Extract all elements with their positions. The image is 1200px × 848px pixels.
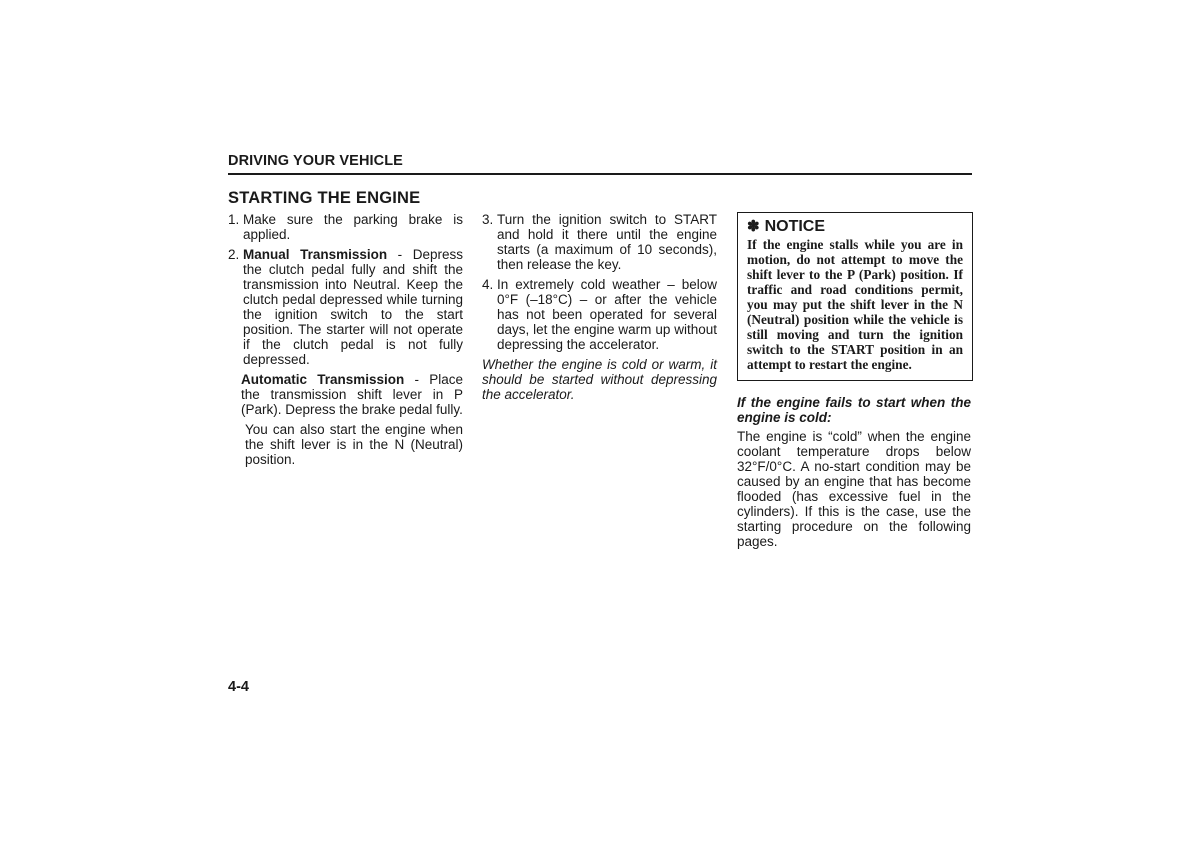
list-text: In extremely cold weather – below 0°F (–18°C) – or after the vehicle has not been operated for several days, let the engine warm up without depressing the accelerator. — [497, 277, 717, 352]
list-number: 2. — [228, 247, 240, 262]
list-number: 4. — [482, 277, 494, 292]
notice-asterisk-icon: ✽ — [747, 218, 760, 235]
list-text — [243, 247, 463, 367]
automatic-transmission-paragraph — [241, 372, 463, 417]
notice-box — [737, 212, 973, 381]
header-divider — [228, 173, 972, 175]
list-text: Turn the ignition switch to START and hold it there until the engine starts (a maximum of 10 seconds), then release the key. — [497, 212, 717, 272]
automatic-transmission-label: Automatic Transmission — [241, 372, 405, 387]
accelerator-note: Whether the engine is cold or warm, it should be started without depressing the accelerator. — [482, 357, 717, 402]
column-right — [737, 212, 971, 549]
section-title: STARTING THE ENGINE — [228, 189, 421, 207]
column-left — [228, 212, 463, 472]
neutral-start-paragraph: You can also start the engine when the shift lever is in the N (Neutral) position. — [245, 422, 463, 467]
running-header: DRIVING YOUR VEHICLE — [228, 153, 403, 169]
notice-body: If the engine stalls while you are in motion, do not attempt to move the shift lever to the P (Park) position. If traffic and road conditions permit, you may put the shift lever in the N (Neutral) position while the vehicle is still moving and turn the ignition switch to the START position in an attempt to restart the engine. — [747, 237, 963, 372]
list-text: Make sure the parking brake is applied. — [243, 212, 463, 242]
manual-transmission-text: - Depress the clutch pedal fully and shift the transmission into Neutral. Keep the clutch pedal depressed while turning the ignition switch to the start position. The starter will not operate if the clutch pedal is not fully depressed. — [243, 247, 463, 367]
cold-engine-paragraph: The engine is “cold” when the engine coolant temperature drops below 32°F/0°C. A no-start condition may be caused by an engine that has become flooded (has excessive fuel in the cylinders). If this is the case, use the starting procedure on the following pages. — [737, 429, 971, 549]
notice-title: NOTICE — [764, 218, 826, 235]
automatic-transmission-text: - Place the transmission shift lever in P (Park). Depress the brake pedal fully. — [241, 372, 463, 417]
list-item — [482, 277, 717, 352]
list-number: 1. — [228, 212, 240, 227]
page-number: 4-4 — [228, 679, 249, 695]
column-middle — [482, 212, 717, 402]
manual-transmission-label: Manual Transmission — [243, 247, 388, 262]
cold-engine-subheading: If the engine fails to start when the engine is cold: — [737, 395, 971, 425]
notice-heading — [747, 219, 963, 234]
list-number: 3. — [482, 212, 494, 227]
list-item — [228, 247, 463, 367]
list-item — [228, 212, 463, 242]
list-item — [482, 212, 717, 272]
